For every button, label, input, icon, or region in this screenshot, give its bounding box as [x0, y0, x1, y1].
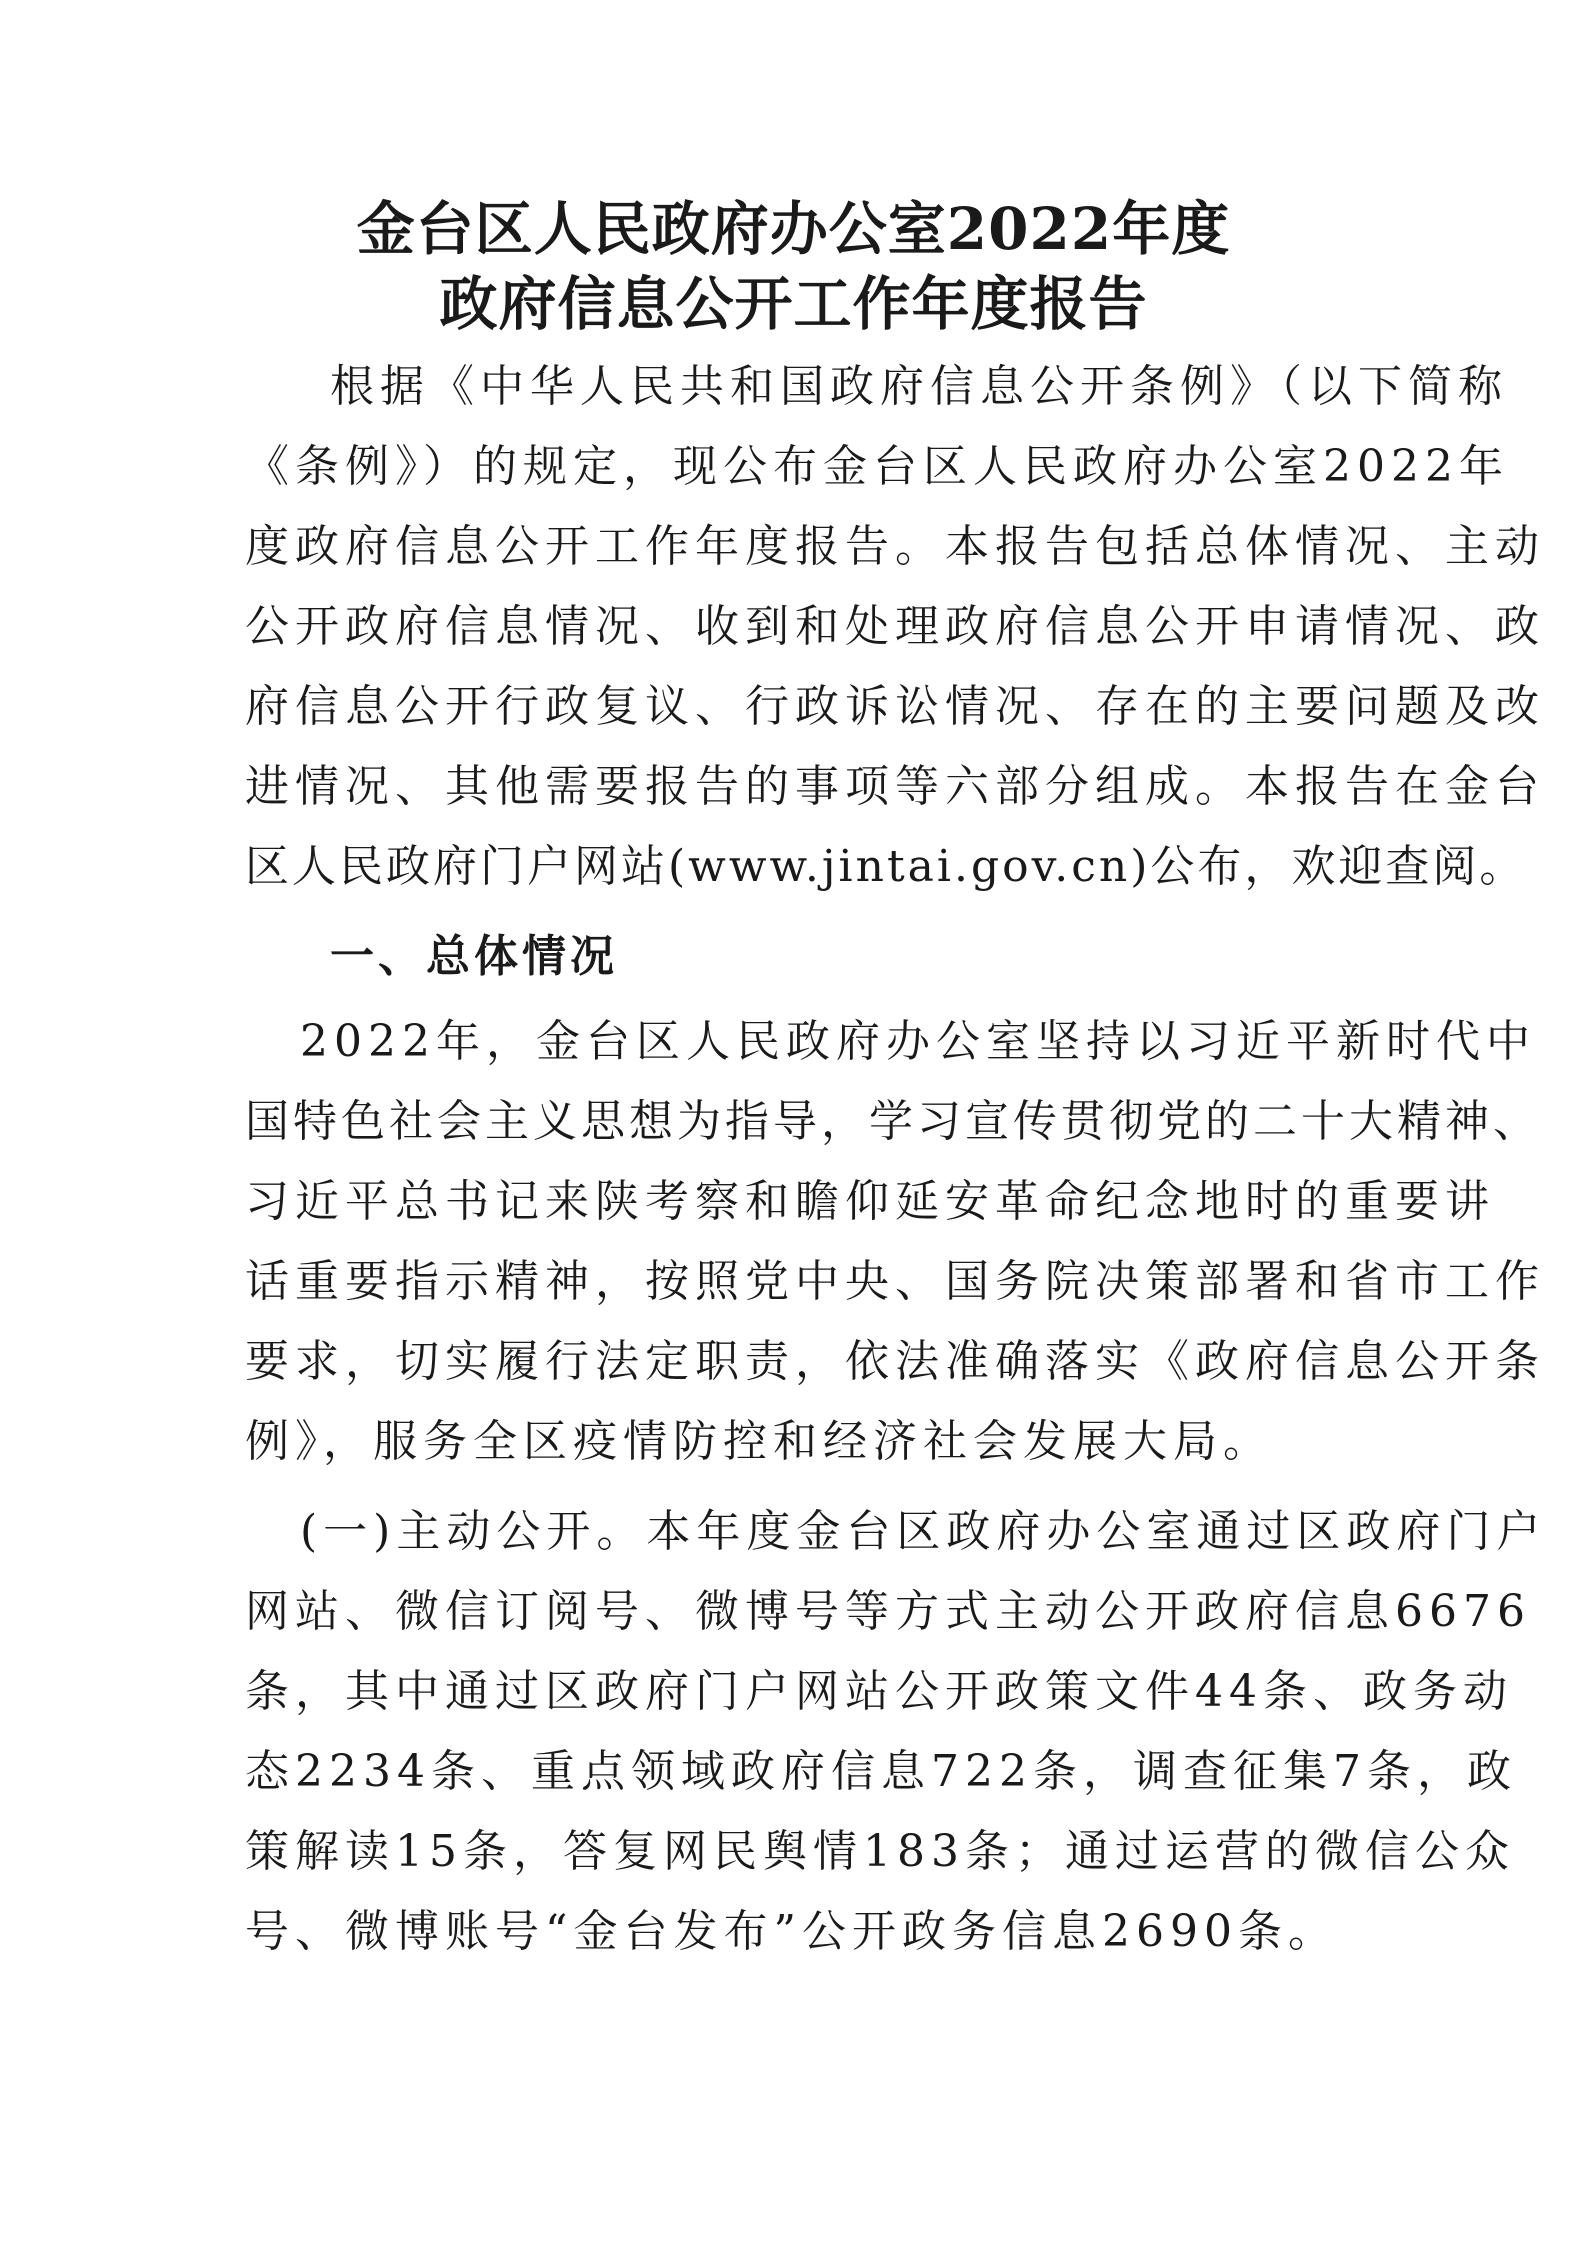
- proactive-disclosure-paragraph-line: 策解读15条，答复网民舆情183条；通过运营的微信公众: [245, 1826, 1515, 1877]
- proactive-disclosure-paragraph-line: 态2234条、重点领域政府信息722条，调查征集7条，政: [245, 1746, 1517, 1797]
- intro-paragraph-line: 进情况、其他需要报告的事项等六部分组成。本报告在金台: [245, 761, 1545, 812]
- intro-paragraph-line: 府信息公开行政复议、行政诉讼情况、存在的主要问题及改: [245, 681, 1545, 732]
- section-heading-overview: 一、总体情况: [330, 931, 618, 982]
- proactive-disclosure-paragraph-line: 号、微博账号“金台发布”公开政务信息2690条。: [245, 1906, 1338, 1957]
- intro-paragraph-line: 区人民政府门户网站(www.jintai.gov.cn)公布，欢迎查阅。: [245, 841, 1527, 892]
- proactive-disclosure-paragraph-line: (一)主动公开。本年度金台区政府办公室通过区政府门户: [300, 1506, 1547, 1557]
- overview-paragraph-line: 要求，切实履行法定职责，依法准确落实《政府信息公开条: [245, 1336, 1545, 1387]
- document-title-line-1: 金台区人民政府办公室2022年度: [356, 195, 1231, 263]
- overview-paragraph-line: 习近平总书记来陕考察和瞻仰延安革命纪念地时的重要讲: [245, 1176, 1495, 1227]
- overview-paragraph-line: 国特色社会主义思想为指导，学习宣传贯彻党的二十大精神、: [245, 1096, 1541, 1147]
- intro-paragraph-line: 度政府信息公开工作年度报告。本报告包括总体情况、主动: [245, 521, 1545, 572]
- intro-paragraph-line: 根据《中华人民共和国政府信息公开条例》（以下简称: [330, 361, 1508, 412]
- overview-paragraph-line: 话重要指示精神，按照党中央、国务院决策部署和省市工作: [245, 1256, 1545, 1307]
- intro-paragraph-line: 《条例》）的规定，现公布金台区人民政府办公室2022年: [245, 441, 1509, 492]
- intro-paragraph-line: 公开政府信息情况、收到和处理政府信息公开申请情况、政: [245, 601, 1545, 652]
- proactive-disclosure-paragraph-line: 网站、微信订阅号、微博号等方式主动公开政府信息6676: [245, 1586, 1531, 1637]
- proactive-disclosure-paragraph-line: 条，其中通过区政府门户网站公开政策文件44条、政务动: [245, 1666, 1513, 1717]
- overview-paragraph-line: 2022年，金台区人民政府办公室坚持以习近平新时代中: [300, 1016, 1536, 1067]
- document-title-line-2: 政府信息公开工作年度报告: [439, 270, 1148, 338]
- overview-paragraph-line: 例》，服务全区疫情防控和经济社会发展大局。: [245, 1416, 1273, 1467]
